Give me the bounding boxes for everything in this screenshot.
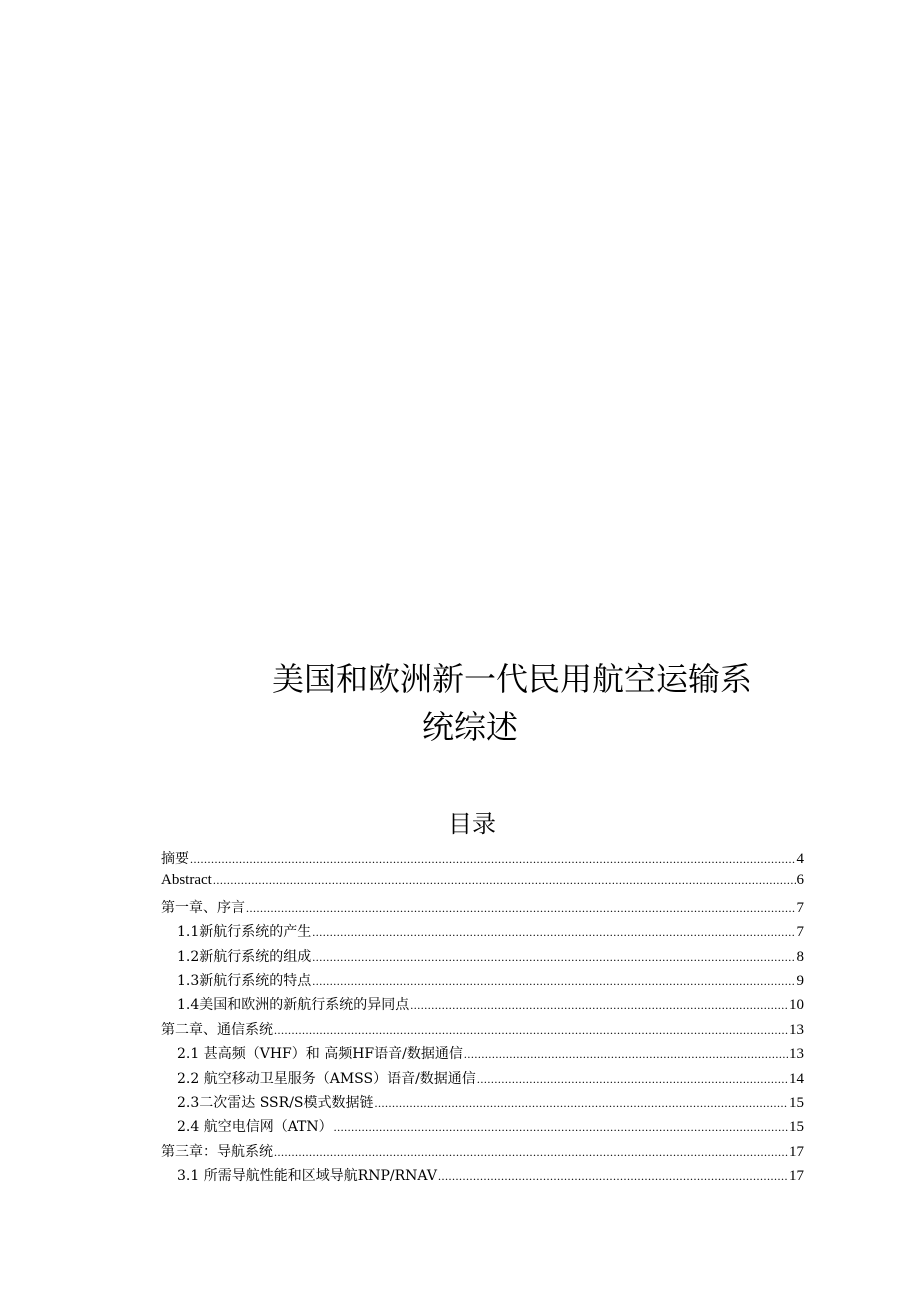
toc-entry-chapter-1[interactable] bbox=[161, 897, 804, 921]
toc-entry-section-2-1[interactable] bbox=[161, 1043, 804, 1067]
toc-entry-page: 7 bbox=[796, 924, 804, 941]
toc-entry-chapter-3[interactable] bbox=[161, 1141, 804, 1165]
toc-entry-section-1-4[interactable] bbox=[161, 994, 804, 1018]
toc-entry-section-1-3[interactable] bbox=[161, 970, 804, 994]
toc-entry-page: 8 bbox=[796, 948, 804, 965]
toc-entry-section-1-2[interactable] bbox=[161, 946, 804, 970]
toc-entry-label: 第三章：导航系统 bbox=[161, 1143, 273, 1160]
toc-entry-label: 第一章、序言 bbox=[161, 899, 245, 916]
toc-dot-leader bbox=[213, 873, 796, 888]
toc-dot-leader bbox=[410, 998, 788, 1013]
toc-entry-page: 6 bbox=[796, 872, 804, 889]
toc-entry-label: 2.4 航空电信网（ATN） bbox=[177, 1119, 333, 1136]
toc-entry-label: 第二章、通信系统 bbox=[161, 1021, 273, 1038]
toc-dot-leader bbox=[375, 1096, 789, 1111]
toc-entry-label: 3.1 所需导航性能和区域导航RNP/RNAV bbox=[177, 1168, 437, 1185]
document-title bbox=[0, 655, 920, 751]
toc-entry-page: 15 bbox=[789, 1094, 804, 1111]
toc-entry-label: 摘要 bbox=[161, 851, 189, 867]
toc-entry-section-1-1[interactable] bbox=[161, 921, 804, 945]
toc-dot-leader bbox=[190, 852, 796, 867]
toc-entry-chapter-2[interactable] bbox=[161, 1019, 804, 1043]
toc-dot-leader bbox=[312, 950, 795, 965]
toc-dot-leader bbox=[477, 1072, 788, 1087]
toc-dot-leader bbox=[464, 1047, 788, 1062]
toc-entry-label: 1.1新航行系统的产生 bbox=[177, 924, 312, 941]
toc-entry-label: Abstract bbox=[161, 872, 212, 889]
toc-entry-section-2-2[interactable] bbox=[161, 1068, 804, 1092]
toc-entry-section-2-4[interactable] bbox=[161, 1116, 804, 1140]
toc-entry-abstract-en[interactable] bbox=[161, 872, 804, 896]
toc-dot-leader bbox=[438, 1169, 788, 1184]
toc-entry-label: 1.2新航行系统的组成 bbox=[177, 948, 312, 965]
toc-entry-section-3-1[interactable] bbox=[161, 1165, 804, 1189]
table-of-contents bbox=[161, 848, 804, 1189]
document-title-line-1: 美国和欧洲新一代民用航空运输系 bbox=[272, 660, 753, 698]
toc-heading: 目录 bbox=[448, 810, 496, 838]
toc-entry-page: 17 bbox=[789, 1168, 804, 1185]
toc-entry-label: 2.3二次雷达 SSR/S模式数据链 bbox=[177, 1094, 374, 1111]
toc-entry-page: 15 bbox=[789, 1119, 804, 1136]
toc-entry-section-2-3[interactable] bbox=[161, 1092, 804, 1116]
toc-dot-leader bbox=[274, 1145, 788, 1160]
toc-entry-page: 17 bbox=[789, 1143, 804, 1160]
toc-dot-leader bbox=[312, 974, 795, 989]
toc-dot-leader bbox=[334, 1120, 788, 1135]
toc-entry-page: 4 bbox=[796, 851, 804, 867]
toc-dot-leader bbox=[246, 901, 796, 916]
toc-entry-label: 2.1 甚高频（VHF）和 高频HF语音/数据通信 bbox=[177, 1046, 463, 1063]
toc-entry-page: 10 bbox=[789, 997, 804, 1014]
toc-entry-abstract-cn[interactable] bbox=[161, 848, 804, 872]
toc-entry-page: 9 bbox=[796, 972, 804, 989]
toc-entry-page: 7 bbox=[796, 899, 804, 916]
toc-entry-page: 13 bbox=[789, 1021, 804, 1038]
toc-entry-page: 14 bbox=[789, 1070, 804, 1087]
document-title-line-2: 统综述 bbox=[422, 708, 519, 746]
toc-entry-page: 13 bbox=[789, 1046, 804, 1063]
toc-dot-leader bbox=[274, 1023, 788, 1038]
toc-entry-label: 1.3新航行系统的特点 bbox=[177, 972, 312, 989]
toc-entry-label: 1.4美国和欧洲的新航行系统的异同点 bbox=[177, 997, 410, 1014]
toc-dot-leader bbox=[312, 925, 795, 940]
toc-entry-label: 2.2 航空移动卫星服务（AMSS）语音/数据通信 bbox=[177, 1070, 476, 1087]
